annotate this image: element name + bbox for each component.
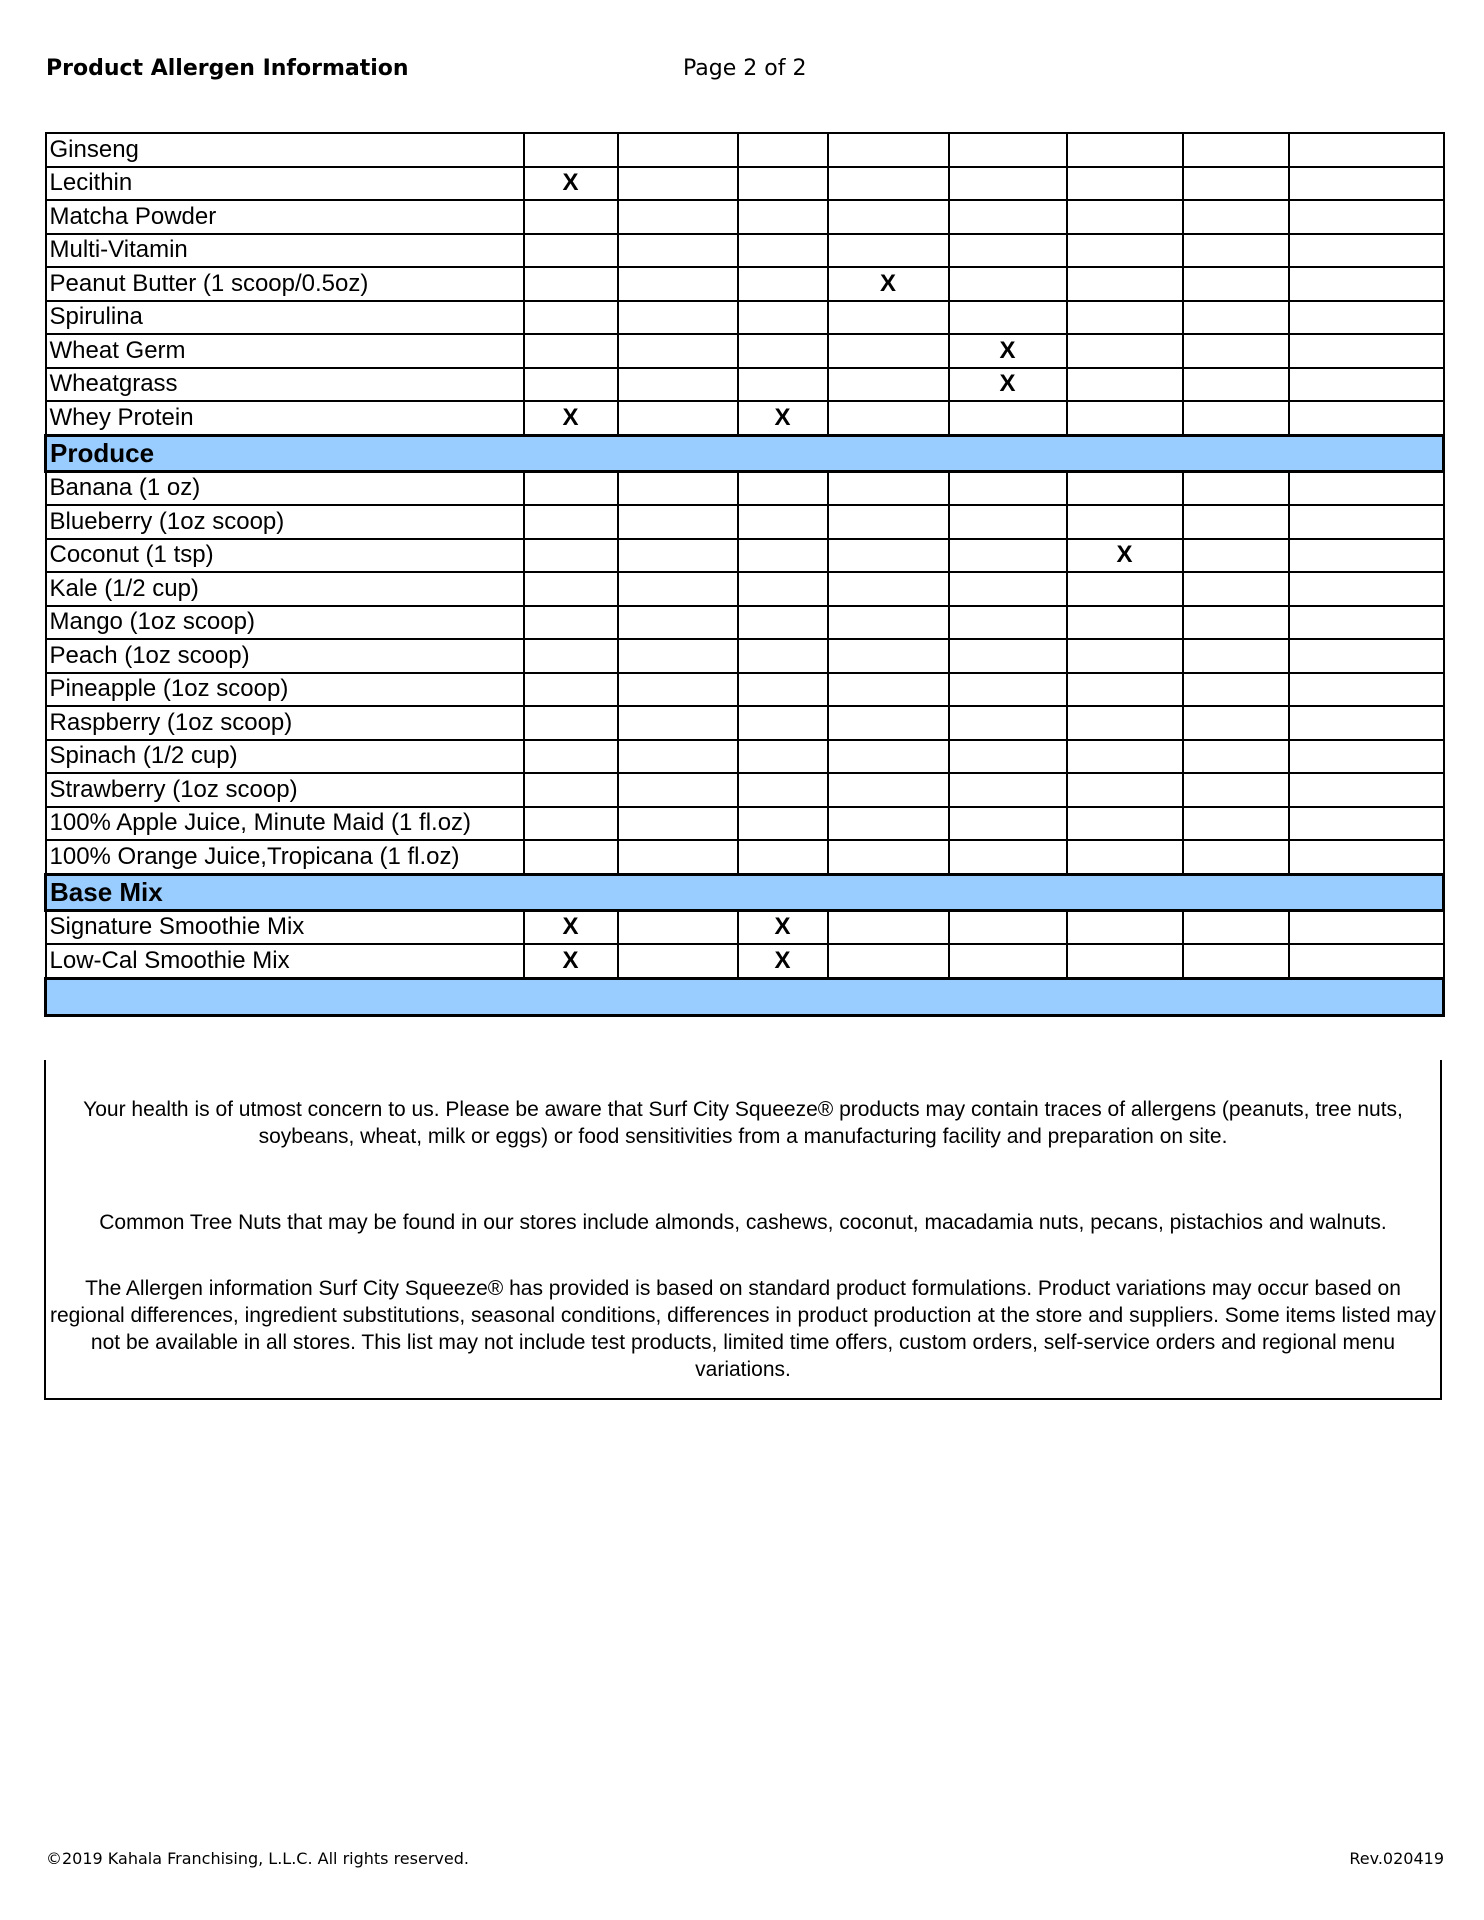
ingredient-name: Matcha Powder: [46, 200, 524, 234]
table-row: [46, 773, 1444, 807]
table-row: [46, 539, 1444, 573]
allergen-cell: [949, 133, 1067, 167]
table-row: [46, 706, 1444, 740]
allergen-cell: [828, 706, 949, 740]
ingredient-name: Signature Smoothie Mix: [46, 910, 524, 944]
allergen-cell: [1183, 133, 1289, 167]
allergen-cell: [949, 572, 1067, 606]
allergen-cell: [1067, 740, 1183, 774]
allergen-cell: [828, 673, 949, 707]
allergen-cell: [1183, 505, 1289, 539]
allergen-cell: [524, 539, 618, 573]
allergen-cell: [828, 133, 949, 167]
allergen-cell: [1289, 267, 1444, 301]
ingredient-name: Coconut (1 tsp): [46, 539, 524, 573]
allergen-cell: [618, 505, 738, 539]
ingredient-name: Wheatgrass: [46, 368, 524, 402]
ingredient-name: Spirulina: [46, 301, 524, 335]
allergen-cell: [524, 301, 618, 335]
table-row: [46, 471, 1444, 505]
ingredient-name: Kale (1/2 cup): [46, 572, 524, 606]
blank-divider: [46, 978, 1444, 1015]
allergen-cell: [1183, 740, 1289, 774]
ingredient-name: Raspberry (1oz scoop): [46, 706, 524, 740]
section-header-row: [46, 874, 1444, 910]
allergen-cell: X: [524, 167, 618, 201]
allergen-cell: [949, 200, 1067, 234]
allergen-cell: [1289, 368, 1444, 402]
allergen-cell: [1289, 471, 1444, 505]
notes-health-warning: Your health is of utmost concern to us. Please be aware that Surf City Squeeze® products may contain traces of allergens (peanuts, tree nuts, soybeans, wheat, milk or eggs) or food sensitivities from a manufacturing facility and preparation on site.: [83, 1098, 1403, 1148]
allergen-cell: [1067, 133, 1183, 167]
allergen-cell: [618, 167, 738, 201]
allergen-cell: [738, 840, 828, 874]
allergen-cell: [738, 807, 828, 841]
allergen-cell: [1067, 267, 1183, 301]
allergen-cell: [828, 807, 949, 841]
allergen-cell: X: [738, 910, 828, 944]
allergen-cell: [949, 706, 1067, 740]
allergen-cell: [738, 301, 828, 335]
ingredient-name: Mango (1oz scoop): [46, 606, 524, 640]
allergen-cell: X: [524, 944, 618, 978]
allergen-cell: [738, 673, 828, 707]
allergen-cell: [1289, 167, 1444, 201]
allergen-cell: [1183, 572, 1289, 606]
allergen-cell: [1183, 807, 1289, 841]
allergen-cell: [1289, 334, 1444, 368]
allergen-cell: [1067, 167, 1183, 201]
allergen-cell: [1067, 401, 1183, 435]
table-row: [46, 133, 1444, 167]
page-number: Page 2 of 2: [683, 56, 807, 81]
ingredient-name: 100% Apple Juice, Minute Maid (1 fl.oz): [46, 807, 524, 841]
allergen-cell: [618, 807, 738, 841]
ingredient-name: Low-Cal Smoothie Mix: [46, 944, 524, 978]
allergen-cell: [1289, 740, 1444, 774]
allergen-cell: [618, 267, 738, 301]
allergen-cell: [828, 200, 949, 234]
allergen-cell: X: [738, 401, 828, 435]
allergen-cell: [618, 133, 738, 167]
table-row: [46, 301, 1444, 335]
allergen-cell: [828, 840, 949, 874]
allergen-cell: [1183, 368, 1289, 402]
allergen-cell: [618, 773, 738, 807]
allergen-cell: [1067, 673, 1183, 707]
allergen-cell: [738, 133, 828, 167]
ingredient-name: Ginseng: [46, 133, 524, 167]
allergen-cell: [618, 334, 738, 368]
allergen-cell: [1289, 606, 1444, 640]
allergen-cell: [949, 301, 1067, 335]
allergen-cell: X: [524, 401, 618, 435]
section-header-row: [46, 435, 1444, 471]
allergen-cell: [524, 673, 618, 707]
allergen-cell: [949, 539, 1067, 573]
allergen-cell: [738, 773, 828, 807]
allergen-cell: [738, 267, 828, 301]
allergen-cell: [1289, 706, 1444, 740]
allergen-cell: [1067, 334, 1183, 368]
allergen-cell: [1289, 234, 1444, 268]
allergen-cell: [524, 773, 618, 807]
ingredient-name: Blueberry (1oz scoop): [46, 505, 524, 539]
allergen-cell: [738, 606, 828, 640]
allergen-cell: [618, 368, 738, 402]
table-row: [46, 267, 1444, 301]
ingredient-name: Banana (1 oz): [46, 471, 524, 505]
allergen-cell: [828, 539, 949, 573]
allergen-cell: [618, 944, 738, 978]
ingredient-name: Wheat Germ: [46, 334, 524, 368]
allergen-cell: [1289, 944, 1444, 978]
allergen-cell: X: [1067, 539, 1183, 573]
allergen-cell: [524, 133, 618, 167]
table-row: [46, 840, 1444, 874]
allergen-cell: [1183, 267, 1289, 301]
allergen-cell: [1289, 401, 1444, 435]
allergen-cell: [618, 673, 738, 707]
allergen-cell: [1183, 706, 1289, 740]
ingredient-name: Multi-Vitamin: [46, 234, 524, 268]
allergen-cell: [1067, 234, 1183, 268]
allergen-cell: [949, 944, 1067, 978]
allergen-cell: [738, 505, 828, 539]
allergen-cell: [949, 773, 1067, 807]
allergen-cell: [738, 706, 828, 740]
allergen-cell: [524, 200, 618, 234]
table-row: [46, 234, 1444, 268]
table-row: [46, 740, 1444, 774]
allergen-cell: [949, 167, 1067, 201]
table-row: [46, 910, 1444, 944]
allergen-cell: [1183, 773, 1289, 807]
allergen-cell: [738, 167, 828, 201]
allergen-cell: [828, 606, 949, 640]
allergen-cell: [1067, 944, 1183, 978]
revision-code: Rev.020419: [1349, 1849, 1444, 1868]
allergen-cell: X: [828, 267, 949, 301]
allergen-cell: [1289, 910, 1444, 944]
allergen-cell: [524, 234, 618, 268]
allergen-cell: [828, 572, 949, 606]
ingredient-name: 100% Orange Juice,Tropicana (1 fl.oz): [46, 840, 524, 874]
allergen-cell: [1289, 505, 1444, 539]
allergen-cell: [1067, 301, 1183, 335]
table-row: [46, 200, 1444, 234]
allergen-cell: [1289, 572, 1444, 606]
allergen-cell: X: [949, 334, 1067, 368]
allergen-cell: [524, 706, 618, 740]
page-title: Product Allergen Information: [46, 56, 409, 81]
allergen-cell: [949, 267, 1067, 301]
allergen-cell: [1289, 773, 1444, 807]
ingredient-name: Peach (1oz scoop): [46, 639, 524, 673]
allergen-cell: [1183, 840, 1289, 874]
notes-disclaimer: The Allergen information Surf City Squeeze® has provided is based on standard product formulations. Product variations may occur based on regional differences, ingredient substitutions, seasonal conditions, differences in product production at the store and suppliers. Some items listed may not be available in all stores. This list may not include test products, limited time offers, custom orders, self-service orders and regional menu variations.: [50, 1277, 1437, 1381]
allergen-cell: [828, 944, 949, 978]
allergen-cell: [828, 234, 949, 268]
table-row: [46, 606, 1444, 640]
ingredient-name: Whey Protein: [46, 401, 524, 435]
allergen-cell: [738, 639, 828, 673]
allergen-cell: [828, 167, 949, 201]
allergen-cell: [949, 471, 1067, 505]
allergen-cell: [618, 539, 738, 573]
allergen-cell: [828, 740, 949, 774]
allergen-cell: [524, 471, 618, 505]
allergen-cell: [524, 572, 618, 606]
allergen-cell: [1067, 840, 1183, 874]
allergen-cell: [618, 200, 738, 234]
allergen-cell: [738, 368, 828, 402]
allergen-cell: [1183, 200, 1289, 234]
allergen-cell: [524, 368, 618, 402]
table-row: [46, 572, 1444, 606]
allergen-cell: [618, 639, 738, 673]
allergen-cell: [949, 910, 1067, 944]
allergen-cell: [828, 401, 949, 435]
allergen-cell: [1067, 471, 1183, 505]
allergen-cell: [1067, 572, 1183, 606]
allergen-cell: [618, 840, 738, 874]
allergen-cell: [1289, 539, 1444, 573]
table-row: [46, 167, 1444, 201]
allergen-cell: [1067, 706, 1183, 740]
allergen-cell: [949, 840, 1067, 874]
allergen-cell: [1067, 807, 1183, 841]
allergen-cell: [738, 572, 828, 606]
allergen-cell: [1289, 639, 1444, 673]
table-row: [46, 368, 1444, 402]
allergen-cell: [1289, 673, 1444, 707]
allergen-cell: [738, 471, 828, 505]
ingredient-name: Strawberry (1oz scoop): [46, 773, 524, 807]
allergen-cell: [949, 673, 1067, 707]
allergen-cell: [949, 234, 1067, 268]
section-title: Base Mix: [46, 874, 1444, 910]
allergen-cell: [1067, 505, 1183, 539]
allergen-cell: [1067, 910, 1183, 944]
allergen-cell: [524, 639, 618, 673]
allergen-cell: [524, 606, 618, 640]
allergen-cell: [828, 301, 949, 335]
allergen-cell: [828, 471, 949, 505]
allergen-cell: [949, 505, 1067, 539]
allergen-cell: [618, 706, 738, 740]
allergen-cell: X: [738, 944, 828, 978]
allergen-cell: [618, 401, 738, 435]
table-row: [46, 807, 1444, 841]
allergen-cell: [618, 910, 738, 944]
allergen-cell: [738, 539, 828, 573]
allergen-cell: [1183, 539, 1289, 573]
allergen-table: [44, 132, 1445, 1017]
allergen-cell: [738, 234, 828, 268]
allergen-cell: [1183, 639, 1289, 673]
allergen-cell: X: [524, 910, 618, 944]
ingredient-name: Lecithin: [46, 167, 524, 201]
allergen-cell: [1183, 401, 1289, 435]
allergen-cell: X: [949, 368, 1067, 402]
allergen-cell: [1183, 234, 1289, 268]
allergen-cell: [524, 334, 618, 368]
allergen-cell: [1067, 368, 1183, 402]
allergen-cell: [524, 267, 618, 301]
allergen-cell: [1183, 471, 1289, 505]
allergen-cell: [618, 740, 738, 774]
allergen-cell: [949, 807, 1067, 841]
allergen-cell: [1067, 200, 1183, 234]
allergen-cell: [524, 807, 618, 841]
table-row: [46, 639, 1444, 673]
table-row: [46, 944, 1444, 978]
table-row: [46, 505, 1444, 539]
allergen-cell: [828, 773, 949, 807]
section-title: Produce: [46, 435, 1444, 471]
allergen-cell: [1067, 639, 1183, 673]
notes-tree-nuts: Common Tree Nuts that may be found in our stores include almonds, cashews, coconut, macadamia nuts, pecans, pistachios and walnuts.: [99, 1211, 1387, 1234]
allergen-cell: [1183, 334, 1289, 368]
allergen-cell: [1289, 301, 1444, 335]
allergen-cell: [524, 840, 618, 874]
allergen-cell: [1183, 910, 1289, 944]
allergen-cell: [618, 606, 738, 640]
allergen-cell: [1183, 301, 1289, 335]
ingredient-name: Peanut Butter (1 scoop/0.5oz): [46, 267, 524, 301]
allergen-cell: [738, 334, 828, 368]
allergen-cell: [524, 505, 618, 539]
allergen-cell: [1289, 133, 1444, 167]
allergen-cell: [949, 740, 1067, 774]
table-row: [46, 673, 1444, 707]
allergen-cell: [738, 200, 828, 234]
allergen-cell: [828, 505, 949, 539]
allergen-cell: [738, 740, 828, 774]
allergen-cell: [828, 368, 949, 402]
copyright-text: ©2019 Kahala Franchising, L.L.C. All rights reserved.: [46, 1849, 469, 1868]
table-row: [46, 334, 1444, 368]
allergen-cell: [949, 401, 1067, 435]
allergen-cell: [618, 301, 738, 335]
table-row: [46, 401, 1444, 435]
allergen-cell: [949, 639, 1067, 673]
blank-divider-row: [46, 978, 1444, 1015]
allergen-notes: [44, 1060, 1442, 1400]
allergen-cell: [949, 606, 1067, 640]
allergen-cell: [828, 334, 949, 368]
allergen-cell: [828, 910, 949, 944]
allergen-cell: [1183, 606, 1289, 640]
allergen-cell: [618, 234, 738, 268]
allergen-cell: [1183, 944, 1289, 978]
allergen-cell: [618, 471, 738, 505]
allergen-cell: [1067, 606, 1183, 640]
allergen-cell: [828, 639, 949, 673]
ingredient-name: Pineapple (1oz scoop): [46, 673, 524, 707]
allergen-cell: [618, 572, 738, 606]
allergen-cell: [524, 740, 618, 774]
allergen-cell: [1183, 673, 1289, 707]
allergen-cell: [1067, 773, 1183, 807]
allergen-cell: [1289, 807, 1444, 841]
allergen-cell: [1289, 200, 1444, 234]
allergen-cell: [1183, 167, 1289, 201]
allergen-cell: [1289, 840, 1444, 874]
ingredient-name: Spinach (1/2 cup): [46, 740, 524, 774]
